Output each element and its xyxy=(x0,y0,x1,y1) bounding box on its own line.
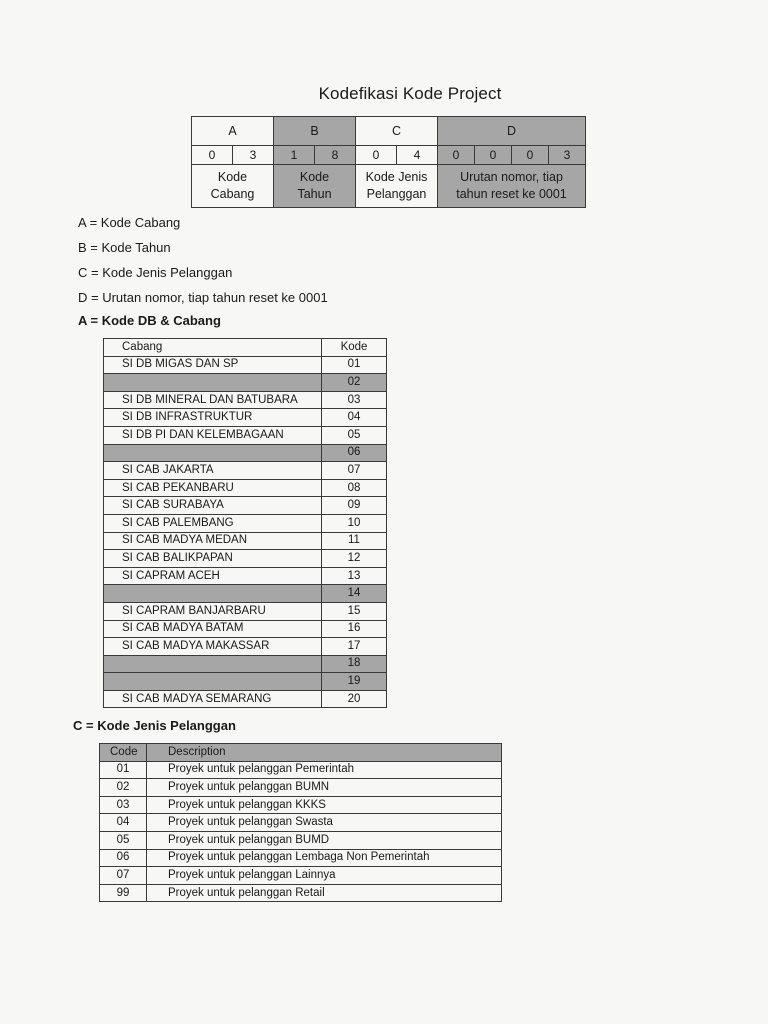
desc-line: Urutan nomor, tiap xyxy=(460,170,563,184)
table-row xyxy=(104,655,387,673)
code-cell: 05 xyxy=(100,831,147,849)
description-cell: Proyek untuk pelanggan BUMN xyxy=(147,779,502,797)
cabang-cell xyxy=(104,585,322,603)
section-a-heading: A = Kode DB & Cabang xyxy=(78,313,221,328)
column-header-code: Code xyxy=(100,744,147,762)
table-row xyxy=(104,673,387,691)
table-row xyxy=(100,884,502,902)
section-c-heading: C = Kode Jenis Pelanggan xyxy=(73,718,236,733)
kode-cell: 14 xyxy=(322,585,387,603)
table-row xyxy=(104,514,387,532)
description-cell: Proyek untuk pelanggan Retail xyxy=(147,884,502,902)
table-row xyxy=(104,550,387,568)
kode-cell: 10 xyxy=(322,514,387,532)
legend-line: C = Kode Jenis Pelanggan xyxy=(78,265,233,280)
digit-cell: 0 xyxy=(356,146,397,165)
code-cell: 04 xyxy=(100,814,147,832)
cabang-cell: SI CAB MADYA MAKASSAR xyxy=(104,638,322,656)
cabang-cell xyxy=(104,374,322,392)
digit-cell: 0 xyxy=(192,146,233,165)
cabang-cell: SI CAB MADYA MEDAN xyxy=(104,532,322,550)
kode-cell: 03 xyxy=(322,391,387,409)
digit-cell: 1 xyxy=(274,146,315,165)
code-cell: 02 xyxy=(100,779,147,797)
description-cell: Proyek untuk pelanggan Swasta xyxy=(147,814,502,832)
segment-c-description xyxy=(356,165,438,208)
segment-b-label: B xyxy=(274,117,356,146)
table-row xyxy=(104,409,387,427)
cabang-cell: SI CAB MADYA SEMARANG xyxy=(104,690,322,708)
cabang-cell: SI DB PI DAN KELEMBAGAAN xyxy=(104,426,322,444)
table-row xyxy=(104,444,387,462)
cabang-cell: SI CAPRAM ACEH xyxy=(104,567,322,585)
table-row xyxy=(104,462,387,480)
desc-line: Cabang xyxy=(210,187,255,201)
cabang-cell: SI DB MIGAS DAN SP xyxy=(104,356,322,374)
kode-cell: 17 xyxy=(322,638,387,656)
table-row xyxy=(104,391,387,409)
cabang-cell: SI CAPRAM BANJARBARU xyxy=(104,602,322,620)
description-cell: Proyek untuk pelanggan BUMD xyxy=(147,831,502,849)
cabang-cell: SI CAB MADYA BATAM xyxy=(104,620,322,638)
cabang-cell xyxy=(104,444,322,462)
table-row xyxy=(104,620,387,638)
description-cell: Proyek untuk pelanggan Lainnya xyxy=(147,867,502,885)
table-row xyxy=(104,585,387,603)
digit-cell: 0 xyxy=(475,146,512,165)
table-row xyxy=(100,831,502,849)
description-cell: Proyek untuk pelanggan KKKS xyxy=(147,796,502,814)
table-row xyxy=(104,690,387,708)
table-row xyxy=(104,567,387,585)
code-cell: 03 xyxy=(100,796,147,814)
digit-cell: 8 xyxy=(315,146,356,165)
cabang-cell: SI DB INFRASTRUKTUR xyxy=(104,409,322,427)
column-header-kode: Kode xyxy=(322,339,387,357)
legend-line: A = Kode Cabang xyxy=(78,215,181,230)
kode-cell: 04 xyxy=(322,409,387,427)
kode-cell: 19 xyxy=(322,673,387,691)
cabang-cell: SI CAB PEKANBARU xyxy=(104,479,322,497)
kode-cell: 09 xyxy=(322,497,387,515)
legend xyxy=(78,214,328,314)
table-row xyxy=(104,479,387,497)
cabang-cell xyxy=(104,673,322,691)
desc-line: Kode xyxy=(217,170,248,184)
cabang-cell: SI DB MINERAL DAN BATUBARA xyxy=(104,391,322,409)
description-cell: Proyek untuk pelanggan Lembaga Non Pemerintah xyxy=(147,849,502,867)
kode-cell: 13 xyxy=(322,567,387,585)
kode-cell: 02 xyxy=(322,374,387,392)
segment-d-description xyxy=(438,165,586,208)
digit-cell: 4 xyxy=(397,146,438,165)
segment-c-label: C xyxy=(356,117,438,146)
table-row xyxy=(100,814,502,832)
segment-b-description xyxy=(274,165,356,208)
table-row xyxy=(104,638,387,656)
kode-cell: 06 xyxy=(322,444,387,462)
code-cell: 99 xyxy=(100,884,147,902)
table-row xyxy=(100,849,502,867)
jenis-pelanggan-table xyxy=(99,743,502,902)
segment-a-label: A xyxy=(192,117,274,146)
kode-cell: 08 xyxy=(322,479,387,497)
cabang-cell: SI CAB SURABAYA xyxy=(104,497,322,515)
table-row xyxy=(100,796,502,814)
table-row xyxy=(104,532,387,550)
desc-line: tahun reset ke 0001 xyxy=(456,187,567,201)
table-row xyxy=(104,497,387,515)
table-row xyxy=(100,761,502,779)
kode-cell: 05 xyxy=(322,426,387,444)
legend-line: D = Urutan nomor, tiap tahun reset ke 0001 xyxy=(78,290,328,305)
legend-line: B = Kode Tahun xyxy=(78,240,171,255)
table-row xyxy=(104,602,387,620)
cabang-cell: SI CAB JAKARTA xyxy=(104,462,322,480)
table-row xyxy=(100,867,502,885)
segment-a-description xyxy=(192,165,274,208)
kode-cell: 01 xyxy=(322,356,387,374)
table-row xyxy=(104,374,387,392)
kode-cell: 16 xyxy=(322,620,387,638)
kode-cell: 11 xyxy=(322,532,387,550)
segment-d-label: D xyxy=(438,117,586,146)
kode-cell: 12 xyxy=(322,550,387,568)
code-cell: 07 xyxy=(100,867,147,885)
kode-cell: 18 xyxy=(322,655,387,673)
kode-cell: 15 xyxy=(322,602,387,620)
table-row xyxy=(100,779,502,797)
digit-cell: 3 xyxy=(549,146,586,165)
digit-cell: 3 xyxy=(233,146,274,165)
digit-cell: 0 xyxy=(512,146,549,165)
table-row xyxy=(104,426,387,444)
description-cell: Proyek untuk pelanggan Pemerintah xyxy=(147,761,502,779)
code-cell: 01 xyxy=(100,761,147,779)
cabang-cell: SI CAB PALEMBANG xyxy=(104,514,322,532)
column-header-cabang: Cabang xyxy=(104,339,322,357)
cabang-table xyxy=(103,338,387,708)
desc-line: Pelanggan xyxy=(366,187,427,201)
code-format-table xyxy=(191,116,586,208)
column-header-description: Description xyxy=(147,744,502,762)
digit-cell: 0 xyxy=(438,146,475,165)
table-row xyxy=(104,356,387,374)
desc-line: Tahun xyxy=(297,187,332,201)
kode-cell: 20 xyxy=(322,690,387,708)
desc-line: Kode Jenis xyxy=(365,170,428,184)
cabang-cell: SI CAB BALIKPAPAN xyxy=(104,550,322,568)
code-cell: 06 xyxy=(100,849,147,867)
kode-cell: 07 xyxy=(322,462,387,480)
desc-line: Kode xyxy=(299,170,330,184)
page-title: Kodefikasi Kode Project xyxy=(318,84,502,103)
cabang-cell xyxy=(104,655,322,673)
